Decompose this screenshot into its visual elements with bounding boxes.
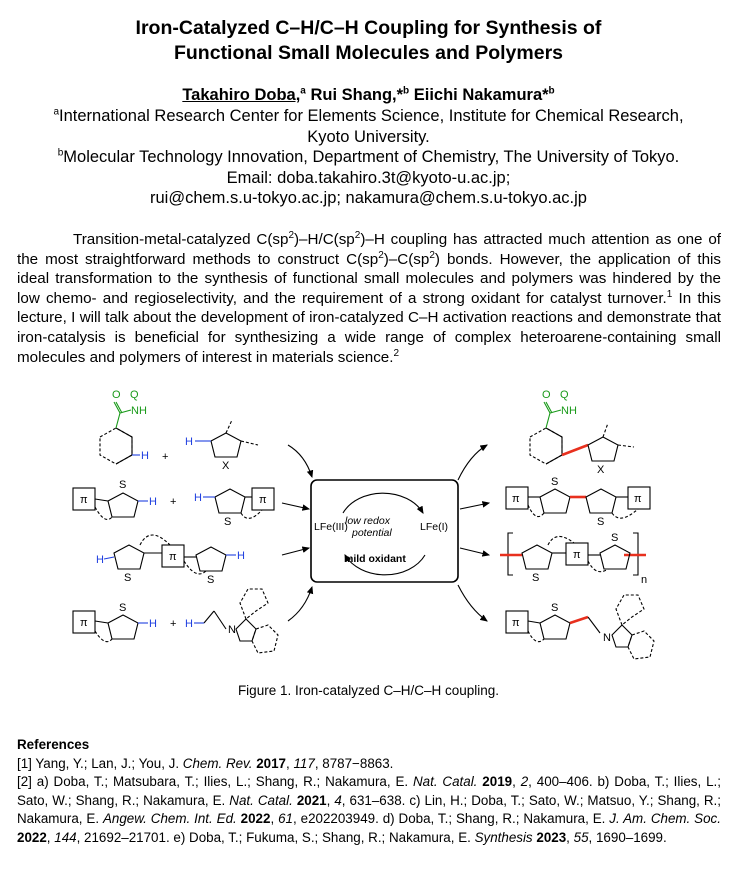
references-heading: References [17,737,90,752]
label-H: H [237,550,245,562]
paper-title: Iron-Catalyzed C–H/C–H Coupling for Synthesis of Functional Small Molecules and Polymers [135,17,602,64]
label-S: S [124,572,132,584]
label-Q: Q [130,389,139,401]
product-4 [506,595,654,659]
author-nakamura: Eiichi Nakamura* [409,86,549,104]
mild-oxidant-label: mild oxidant [344,553,406,565]
figure-caption: Figure 1. Iron-catalyzed C–H/C–H coupling. [237,683,500,698]
product-2 [506,487,650,518]
label-N: N [228,624,236,636]
label-H: H [149,618,157,630]
author-doba: Takahiro Doba, [182,86,301,104]
plus-3: + [170,618,177,630]
label-NH: NH [561,405,577,417]
label-S: S [207,574,215,586]
label-S: S [119,602,127,614]
reference-1: [1] Yang, Y.; Lan, J.; You, J. Chem. Rev. 2017, 117, 8787−8863. [17,755,394,771]
references [17,736,721,848]
polymer-n-label: n [641,574,648,586]
author-shang: Rui Shang,* [305,86,404,104]
heteroarene-substrate [195,420,258,457]
plus-2: + [170,496,177,508]
label-O: O [542,389,551,401]
label-N: N [603,632,611,644]
affiliations: $^a$International Research Center for Elements Science, Institute for Chemical Research, Kyoto University. $^b$Molecular Technology Innovation, Department of Chemistry, The University of Tokyo. Email: doba.takahiro.3t@kyoto-u.ac.jp; rui@chem.s.u-tokyo.ac.jp; nakamura@chem.s.u-tokyo.ac.jp [0,106,737,209]
vinyl-carbazole-substrate [194,589,278,653]
abstract: Transition-metal-catalyzed $C(sp^2)-H/C(sp^2)-H$ coupling has attracted much attention as one of the most straightforward methods to construct $C(sp^2)-C(sp^2)$ bonds. However, the application of this ideal transformation to the synthesis of functional small molecules and polymers was hindered by the low chemo- and regioselectivity, and the requirement of a strong oxidant for catalyst turnover.$^1$ In this lecture, I will talk about the development of iron-catalyzed C–H activation reactions and demonstrate that iron-catalysis is beneficial for synthesizing a wide range of complex heteroarene-containing small molecules and polymers of interest in materials science.$^2$ [17,229,721,366]
label-H: H [149,496,157,508]
pi-symbol: π [169,551,177,563]
email-line-1: Email: doba.takahiro.3t@kyoto-u.ac.jp; [226,168,511,187]
label-H: H [141,450,149,462]
label-S: S [532,572,540,584]
pi-symbol: π [573,549,581,561]
fe-i-label: LFe(I) [420,521,449,533]
label-H: H [96,554,104,566]
plus-1: + [162,451,169,463]
label-S: S [611,532,619,544]
author-list: Takahiro Doba,$^a$ Rui Shang,*$^b$ Eiichi Nakamura*$^b$ [182,85,555,104]
label-H: H [185,436,193,448]
label-NH: NH [131,405,147,417]
label-S: S [224,516,232,528]
label-S: S [551,602,559,614]
low-redox-label: low redox [345,515,390,527]
pi-symbol: π [80,617,88,629]
pi-symbol: π [512,617,520,629]
label-X: X [222,460,230,472]
label-X: X [597,464,605,476]
label-H: H [194,492,202,504]
product-1 [530,402,634,464]
label-S: S [119,479,127,491]
figure-1-scheme [0,385,737,680]
fe-iii-label: LFe(III) [314,521,348,533]
pi-symbol: π [512,493,520,505]
label-S: S [551,476,559,488]
label-Q: Q [560,389,569,401]
pi-symbol: π [259,494,267,506]
label-S: S [597,516,605,528]
reference-2: [2] a) Doba, T.; Matsubara, T.; Ilies, L.; Shang, R.; Nakamura, E. Nat. Catal. 2019, 2, 400–406. b) Doba, T.; Ilies, L.; Sato, W.; Shang, R.; Nakamura, E. Nat. Catal. 2021, 4, 631–638. c) Lin, H.; Doba, T.; Sato, W.; Matsuo, Y.; Shang, R.; Nakamura, E. Angew. Chem. Int. Ed. 2022, 61, e202203949. d) Doba, T.; Shang, R.; Nakamura, E. J. Am. Chem. Soc. 2022, 144, 21692–21701. e) Doba, T.; Fukuma, S.; Shang, R.; Nakamura, E. Synthesis 2023, 55, 1690–1699. [17,774,721,845]
label-H: H [185,618,193,630]
label-O: O [112,389,121,401]
potential-label: potential [352,527,392,539]
pi-symbol: π [634,493,642,505]
pi-symbol: π [80,494,88,506]
email-line-2: rui@chem.s.u-tokyo.ac.jp; nakamura@chem.s.u-tokyo.ac.jp [149,189,587,207]
